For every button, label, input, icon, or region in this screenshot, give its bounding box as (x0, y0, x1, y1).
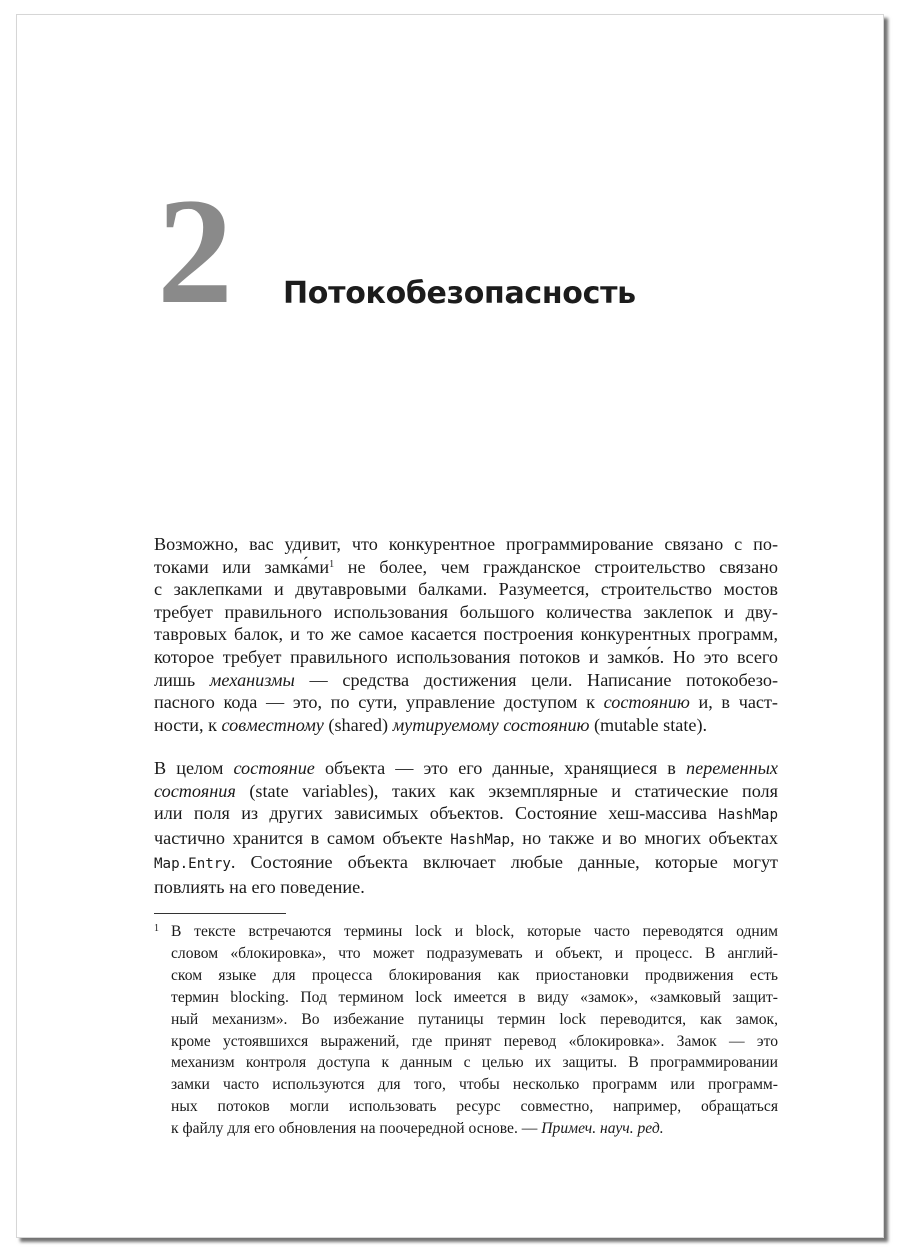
emphasis: механизмы (209, 669, 295, 690)
footnote-line: ных потоков могли использовать ресурс совместно, например, обращаться (171, 1098, 778, 1116)
chapter-number: 2 (157, 167, 233, 335)
emphasis: состояние (233, 758, 315, 778)
footnote-line: ный механизм». Во избежание путаницы термин lock переводится, как замок, (171, 1010, 778, 1028)
text-line: частично хранится в самом объекте HashMap, но также и во многих объектах (154, 827, 778, 848)
text-line: Map.Entry. Состояние объекта включает любые данные, которые могут (154, 852, 778, 873)
code-hashmap: HashMap (718, 807, 778, 824)
text-line: повлиять на его поведение. (154, 876, 365, 897)
code-hashmap: HashMap (450, 831, 511, 848)
footnote-marker: 1 (154, 923, 159, 934)
text-line: тавровых балок, и то же самое касается построения конкурентных программ, (154, 624, 778, 645)
text-line: пасного кода — это, по сути, управление доступом к состоянию и, в част- (154, 692, 778, 713)
code-map-entry: Map.Entry (154, 856, 231, 873)
text-line: токами или замками$^1$ не более, чем гражданское строительство связано (154, 556, 779, 577)
text-line: с заклепками и двутавровыми балками. Разумеется, строительство мостов (154, 579, 778, 600)
editor-note: Примеч. науч. ред. (541, 1120, 664, 1138)
footnote-line: В тексте встречаются термины lock и block, которые часто переводятся одним (171, 923, 778, 940)
paragraph-1 (154, 533, 778, 736)
footnote-line: замки часто используются для того, чтобы несколько программ или программ- (171, 1076, 778, 1094)
footnote-line: механизм контроля доступа к данным с целью их защиты. В программировании (171, 1054, 778, 1072)
emphasis: состоянию (603, 692, 690, 713)
footnote-line: словом «блокировка», что может подразумевать и объект, и процесс. В англий- (171, 944, 778, 962)
footnote (154, 921, 778, 1140)
text-line: которое требует правильного использования потоков и замков. Но это всего (154, 646, 779, 667)
paragraph-2 (154, 757, 778, 899)
footnote-line: к файлу для его обновления на поочередной основе. — Примеч. науч. ред. (171, 1120, 664, 1138)
emphasis: мутируемому состоянию (392, 714, 590, 735)
text-line: ности, к совместному (shared) мутируемому состоянию (mutable state). (154, 714, 708, 735)
emphasis: переменных (685, 758, 778, 778)
emphasis: состояния (154, 780, 236, 801)
text-line: Возможно, вас удивит, что конкурентное программирование связано с по- (154, 534, 778, 554)
chapter-title: Потокобезопасность (283, 276, 636, 311)
text-line: состояния (state variables), таких как экземплярные и статические поля (154, 780, 778, 801)
text-line: В целом состояние объекта — это его данные, хранящиеся в переменных (154, 758, 778, 778)
emphasis: совместному (221, 714, 324, 735)
footnote-divider (154, 913, 286, 914)
text-line: лишь механизмы — средства достижения цели. Написание потокобезо- (154, 669, 779, 690)
text-line: или поля из других зависимых объектов. Состояние хеш-массива HashMap (154, 803, 778, 824)
footnote-reference[interactable]: 1 (329, 558, 335, 570)
text-line: требует правильного использования большого количества заклепок и дву- (154, 601, 778, 622)
book-page (16, 14, 884, 1238)
footnote-line: термин blocking. Под термином lock имеется в виду «замок», «замковый защит- (171, 988, 778, 1006)
footnote-line: кроме устоявшихся выражений, где принят перевод «блокировка». Замок — это (171, 1032, 778, 1050)
footnote-line: ском языке для процесса блокирования как приостановки продвижения есть (171, 966, 778, 984)
